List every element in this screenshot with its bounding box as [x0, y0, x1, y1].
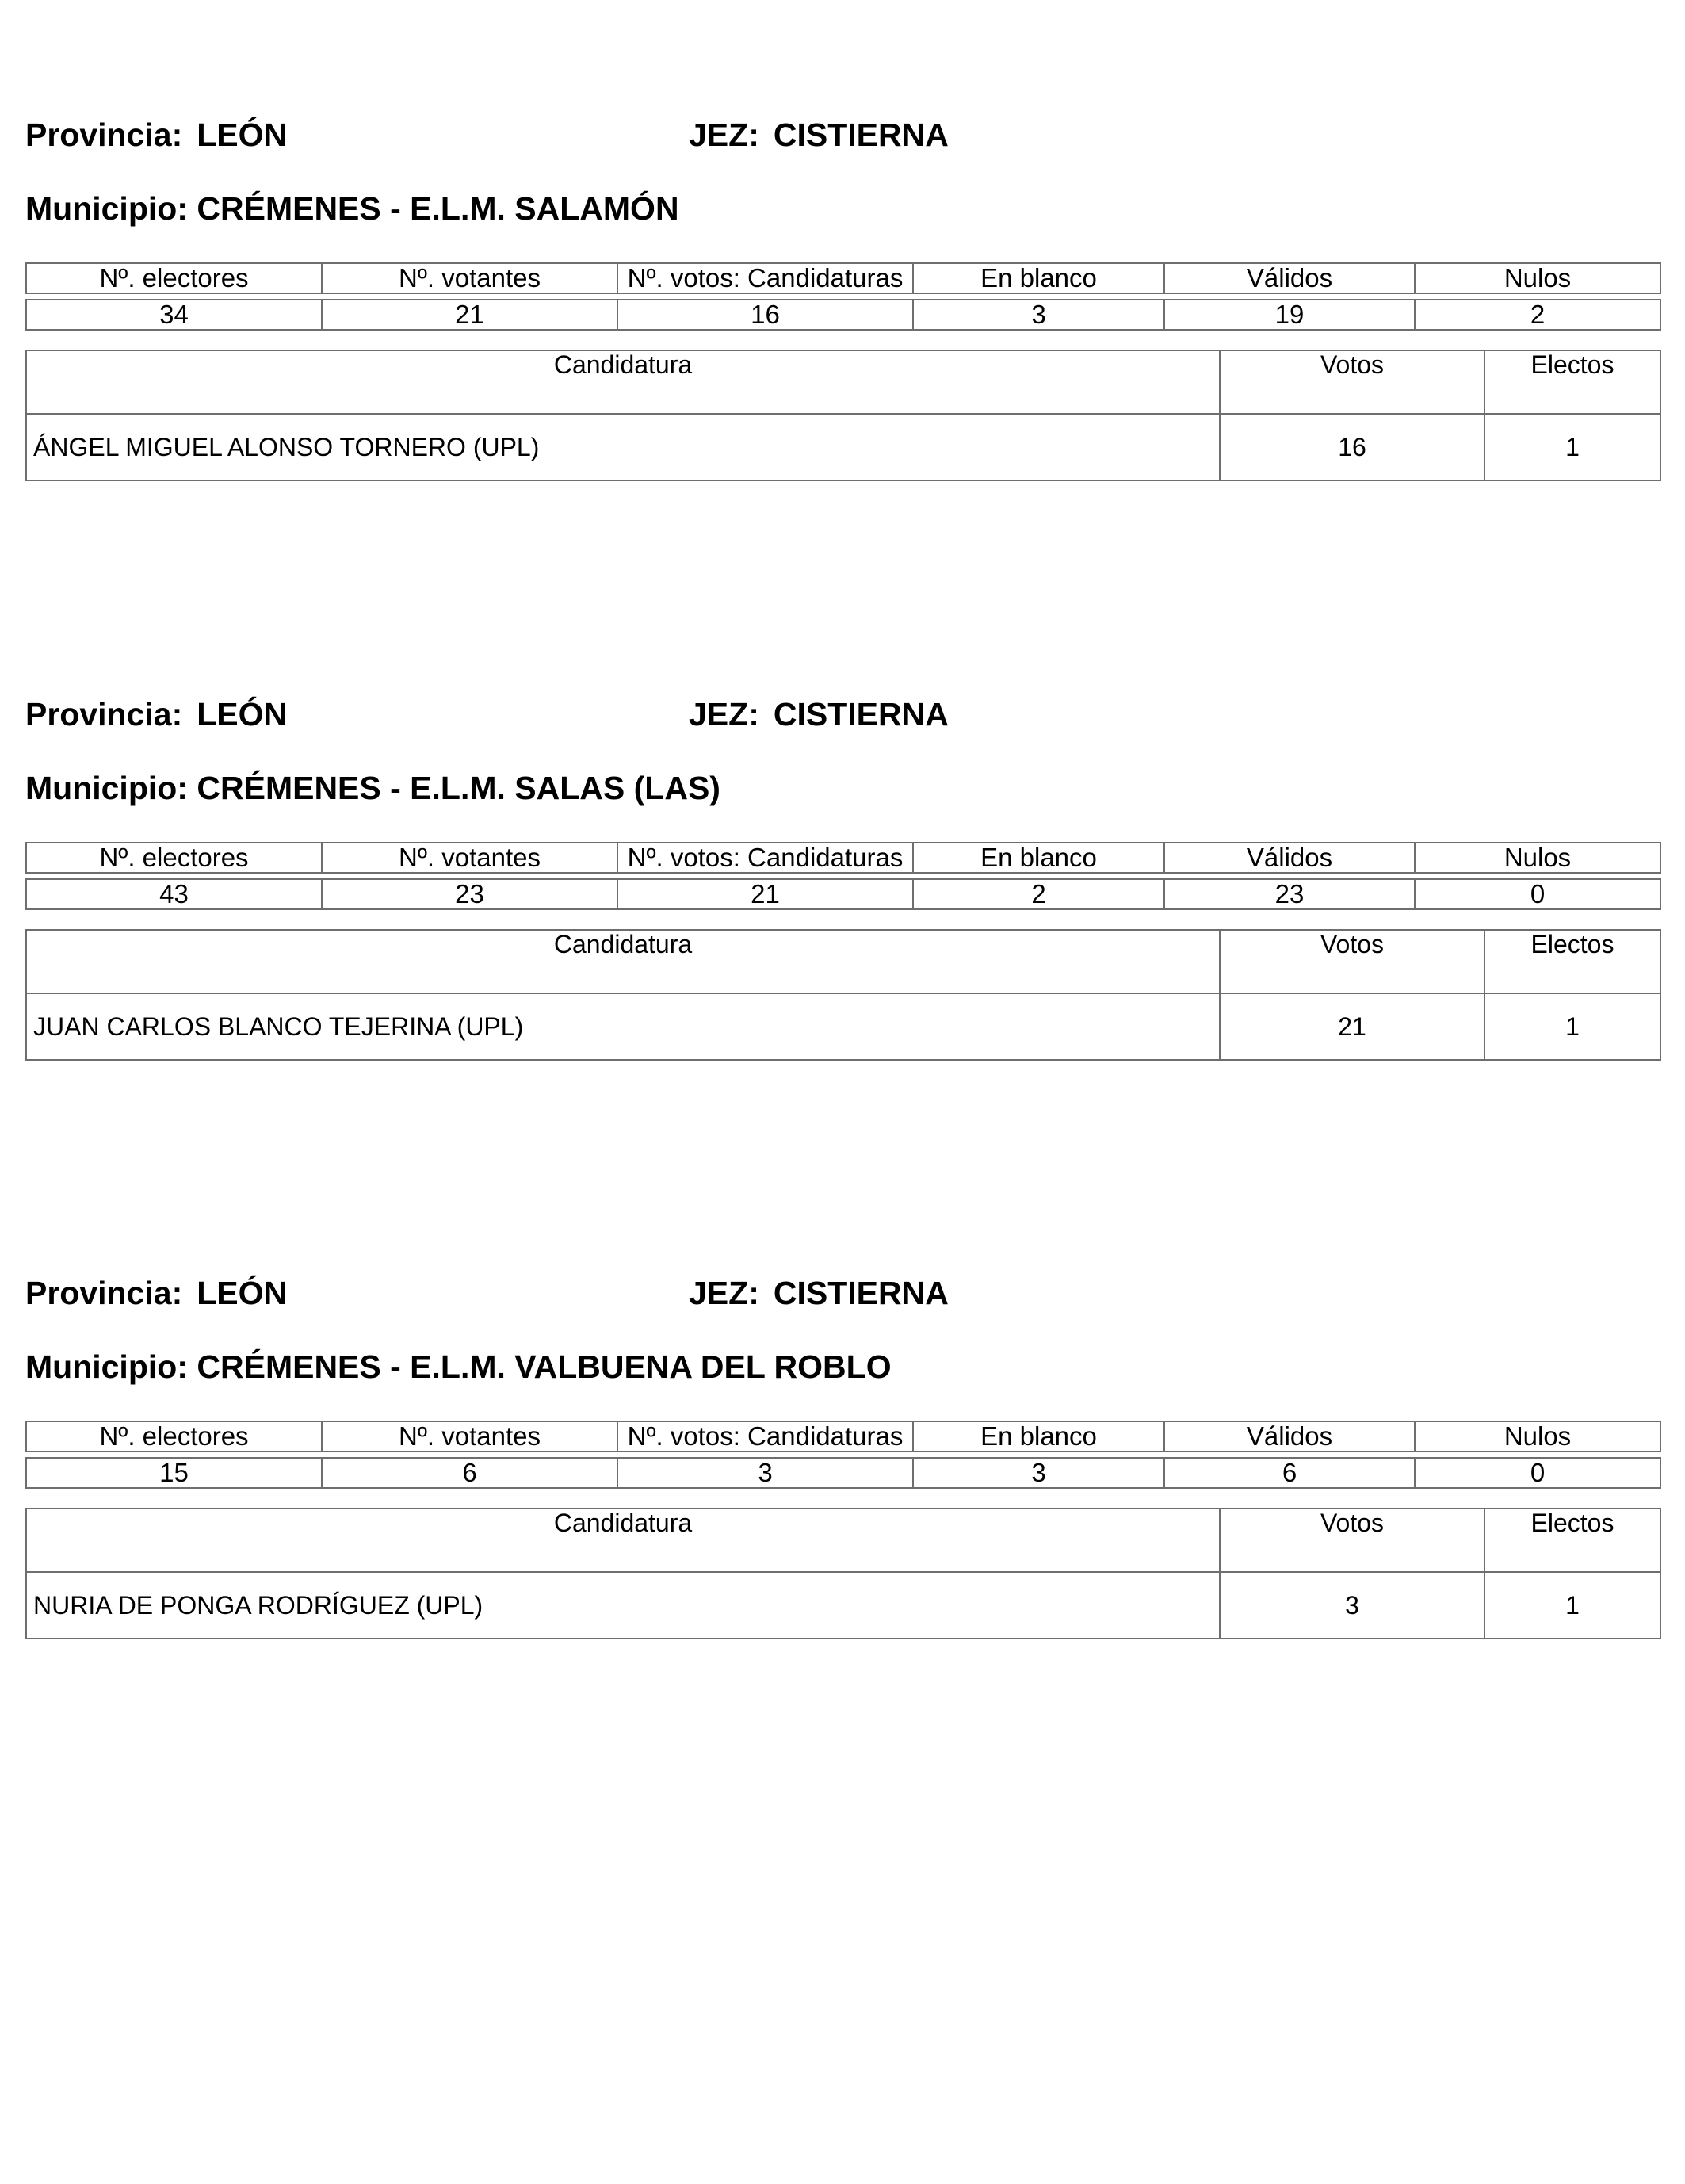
candidate-name: JUAN CARLOS BLANCO TEJERINA (UPL): [26, 993, 1220, 1060]
electos-header: Electos: [1484, 930, 1660, 993]
electos-header: Electos: [1484, 1509, 1660, 1572]
stats-header-row: [26, 1421, 1660, 1452]
candidates-table: [25, 1508, 1661, 1639]
provincia-value: LEÓN: [197, 696, 288, 732]
stats-header-validos: Válidos: [1164, 1421, 1415, 1452]
candidate-electos: 1: [1484, 993, 1660, 1060]
candidate-electos: 1: [1484, 414, 1660, 480]
candidates-table: [25, 350, 1661, 481]
stats-header-validos: Válidos: [1164, 843, 1415, 873]
stats-header-nulos: Nulos: [1415, 843, 1660, 873]
candidate-electos: 1: [1484, 1572, 1660, 1639]
stats-header-votos-candidaturas: Nº. votos: Candidaturas: [617, 263, 913, 293]
section-salamon: [25, 111, 1660, 523]
stats-spacer: [26, 293, 1660, 300]
stats-header-en-blanco: En blanco: [913, 843, 1164, 873]
stats-header-en-blanco: En blanco: [913, 263, 1164, 293]
candidate-row: [26, 1572, 1660, 1639]
stats-header-row: [26, 263, 1660, 293]
stats-value-electores: 34: [26, 300, 322, 330]
provincia-label: Provincia:: [25, 696, 183, 732]
stats-value-votos-candidaturas: 3: [617, 1458, 913, 1488]
stats-value-votantes: 23: [322, 879, 617, 909]
municipio-line: [25, 764, 720, 812]
candidate-row: [26, 414, 1660, 480]
candidate-votos: 21: [1220, 993, 1484, 1060]
stats-header-votos-candidaturas: Nº. votos: Candidaturas: [617, 843, 913, 873]
stats-value-electores: 43: [26, 879, 322, 909]
candidatura-header: Candidatura: [26, 930, 1220, 993]
stats-value-row: [26, 879, 1660, 909]
stats-header-nulos: Nulos: [1415, 263, 1660, 293]
stats-value-nulos: 2: [1415, 300, 1660, 330]
provincia-line: [25, 1269, 1660, 1317]
section-valbuena: [25, 1269, 1660, 1681]
stats-table: [25, 842, 1661, 910]
jez-label: JEZ:: [689, 696, 759, 732]
candidate-name: NURIA DE PONGA RODRÍGUEZ (UPL): [26, 1572, 1220, 1639]
municipio-line: [25, 185, 679, 232]
municipio-value: CRÉMENES - E.L.M. SALAMÓN: [197, 190, 679, 227]
provincia-value: LEÓN: [197, 1275, 288, 1311]
municipio-value: CRÉMENES - E.L.M. SALAS (LAS): [197, 770, 720, 806]
municipio-label: Municipio:: [25, 190, 188, 227]
stats-header-votantes: Nº. votantes: [322, 1421, 617, 1452]
stats-value-row: [26, 300, 1660, 330]
candidatura-header: Candidatura: [26, 1509, 1220, 1572]
stats-value-validos: 23: [1164, 879, 1415, 909]
jez-value: CISTIERNA: [773, 696, 949, 732]
stats-value-nulos: 0: [1415, 879, 1660, 909]
candidate-name: ÁNGEL MIGUEL ALONSO TORNERO (UPL): [26, 414, 1220, 480]
stats-value-en-blanco: 2: [913, 879, 1164, 909]
votos-header: Votos: [1220, 1509, 1484, 1572]
votos-header: Votos: [1220, 930, 1484, 993]
jez-label: JEZ:: [689, 1275, 759, 1311]
stats-value-en-blanco: 3: [913, 1458, 1164, 1488]
stats-spacer: [26, 1452, 1660, 1458]
provincia-label: Provincia:: [25, 117, 183, 153]
provincia-value: LEÓN: [197, 117, 288, 153]
stats-header-votos-candidaturas: Nº. votos: Candidaturas: [617, 1421, 913, 1452]
jez-value: CISTIERNA: [773, 1275, 949, 1311]
stats-header-validos: Válidos: [1164, 263, 1415, 293]
provincia-label: Provincia:: [25, 1275, 183, 1311]
stats-value-validos: 19: [1164, 300, 1415, 330]
candidate-votos: 16: [1220, 414, 1484, 480]
stats-header-nulos: Nulos: [1415, 1421, 1660, 1452]
stats-value-nulos: 0: [1415, 1458, 1660, 1488]
provincia-line: [25, 111, 1660, 159]
stats-header-row: [26, 843, 1660, 873]
jez-group: [689, 1269, 949, 1317]
candidate-row: [26, 993, 1660, 1060]
candidate-votos: 3: [1220, 1572, 1484, 1639]
stats-value-validos: 6: [1164, 1458, 1415, 1488]
stats-spacer: [26, 873, 1660, 879]
stats-value-votos-candidaturas: 21: [617, 879, 913, 909]
jez-group: [689, 111, 949, 159]
stats-table: [25, 262, 1661, 331]
municipio-label: Municipio:: [25, 770, 188, 806]
stats-value-votos-candidaturas: 16: [617, 300, 913, 330]
votos-header: Votos: [1220, 350, 1484, 414]
stats-header-electores: Nº. electores: [26, 843, 322, 873]
municipio-value: CRÉMENES - E.L.M. VALBUENA DEL ROBLO: [197, 1348, 892, 1385]
stats-value-votantes: 6: [322, 1458, 617, 1488]
candidates-table: [25, 929, 1661, 1061]
stats-value-electores: 15: [26, 1458, 322, 1488]
jez-group: [689, 690, 949, 738]
municipio-line: [25, 1343, 892, 1390]
stats-header-electores: Nº. electores: [26, 263, 322, 293]
jez-value: CISTIERNA: [773, 117, 949, 153]
municipio-label: Municipio:: [25, 1348, 188, 1385]
candidates-header-row: [26, 1509, 1660, 1572]
section-salas: [25, 690, 1660, 1103]
candidates-header-row: [26, 930, 1660, 993]
stats-header-en-blanco: En blanco: [913, 1421, 1164, 1452]
stats-header-electores: Nº. electores: [26, 1421, 322, 1452]
jez-label: JEZ:: [689, 117, 759, 153]
stats-value-row: [26, 1458, 1660, 1488]
stats-header-votantes: Nº. votantes: [322, 263, 617, 293]
stats-table: [25, 1421, 1661, 1489]
provincia-line: [25, 690, 1660, 738]
stats-header-votantes: Nº. votantes: [322, 843, 617, 873]
candidates-header-row: [26, 350, 1660, 414]
electos-header: Electos: [1484, 350, 1660, 414]
candidatura-header: Candidatura: [26, 350, 1220, 414]
stats-value-votantes: 21: [322, 300, 617, 330]
stats-value-en-blanco: 3: [913, 300, 1164, 330]
